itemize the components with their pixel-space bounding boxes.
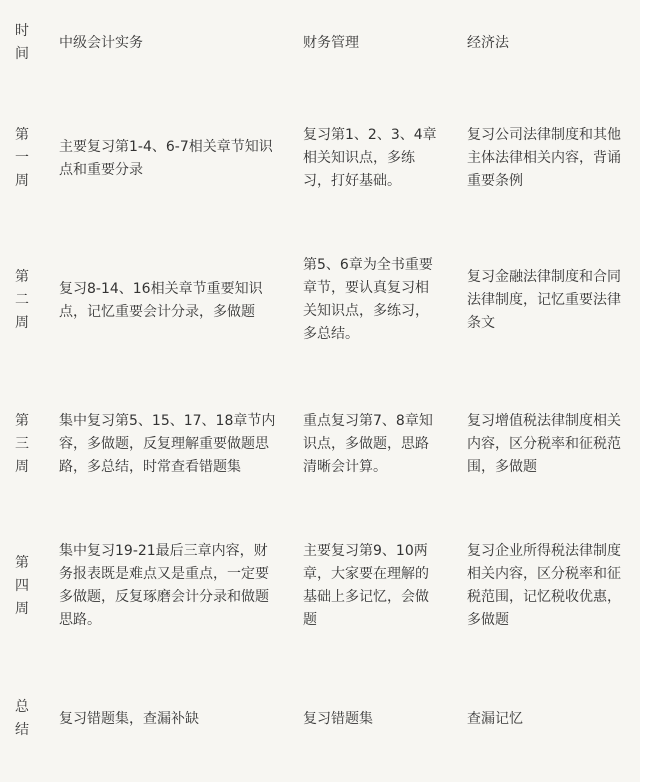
row-accounting: 复习错题集，查漏补缺 [59,711,199,727]
row-finance: 复习第1、2、3、4章 相关知识点，多练 习，打好基础。 [303,127,437,189]
row-week-label: 第 二 周 [15,269,29,331]
header-accounting: 中级会计实务 [59,35,143,51]
row-summary-label: 总 结 [15,699,29,738]
header-law: 经济法 [467,35,509,51]
row-week-label: 第 一 周 [15,127,29,189]
row-law: 复习金融法律制度和合同 法律制度，记忆重要法律 条文 [467,269,621,331]
row-law: 查漏记忆 [467,711,523,727]
row-accounting: 集中复习第5、15、17、18章节内 容，多做题，反复理解重要做题思 路，多总结，时常查看错题集 [59,413,276,475]
header-time: 时 间 [15,23,29,62]
row-finance: 主要复习第9、10两 章，大家要在理解的 基础上多记忆，会做 题 [303,543,429,628]
row-law: 复习增值税法律制度相关 内容，区分税率和征税范 围，多做题 [467,413,621,475]
row-finance: 第5、6章为全书重要 章节，要认真复习相 关知识点，多练习， 多总结。 [303,257,433,342]
row-finance: 复习错题集 [303,711,373,727]
row-accounting: 复习8-14、16相关章节重要知识 点，记忆重要会计分录，多做题 [59,281,263,320]
header-finance: 财务管理 [303,35,359,51]
row-law: 复习公司法律制度和其他 主体法律相关内容，背诵 重要条例 [467,127,621,189]
row-week-label: 第 三 周 [15,413,29,475]
row-finance: 重点复习第7、8章知 识点，多做题，思路 清晰会计算。 [303,413,433,475]
row-accounting: 集中复习19-21最后三章内容，财 务报表既是难点又是重点，一定要 多做题，反复琢磨会计分录和做题 思路。 [59,543,269,628]
row-accounting: 主要复习第1-4、6-7相关章节知识 点和重要分录 [59,139,273,178]
row-law: 复习企业所得税法律制度 相关内容，区分税率和征 税范围，记忆税收优惠， 多做题 [467,543,621,628]
row-week-label: 第 四 周 [15,555,29,617]
